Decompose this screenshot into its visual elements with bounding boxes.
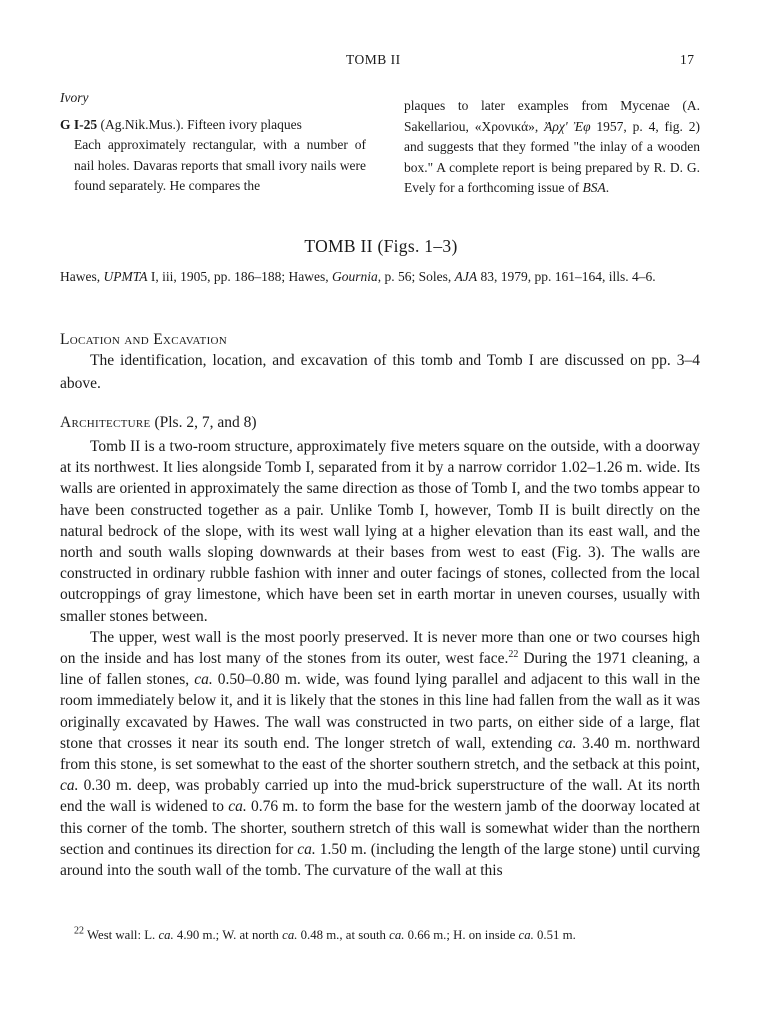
ivory-left-column bbox=[60, 88, 366, 197]
text: The upper, west wall is the most poorly preserved. It is never more than one or two courses high on the inside and has lost many of the stones from its outer, west face. bbox=[60, 628, 700, 668]
circa: ca. bbox=[60, 777, 79, 795]
ref-text: 83, 1979, pp. 161–164, ills. 4–6. bbox=[477, 269, 656, 284]
circa: ca. bbox=[297, 840, 316, 858]
circa: ca. bbox=[282, 928, 298, 942]
footnote-text: 4.90 m.; W. at north bbox=[173, 928, 283, 942]
footnote-text: 0.48 m., at south bbox=[297, 928, 390, 942]
journal-name: Ἀρχ' Ἐφ bbox=[544, 118, 591, 134]
text: 0.30 m. deep, was probably carried up into the mud-brick superstructure of the wall. At its north end the wall is widened to bbox=[60, 777, 700, 816]
ref-title: AJA bbox=[454, 269, 478, 284]
circa: ca. bbox=[194, 671, 213, 689]
entry-location: (Ag.Nik.Mus.). Fifteen ivory plaques bbox=[100, 116, 302, 132]
ref-title: UPMTA bbox=[103, 269, 148, 284]
footnote-text: 0.51 m. bbox=[533, 928, 576, 942]
circa: ca. bbox=[158, 928, 174, 942]
footnote-number: 22 bbox=[74, 925, 84, 937]
entry-text: 1957, p. 4, fig. 2) and suggests that they formed "the inlay of a wooden box." A complete report is being prepared by R. D. G. Evely for a forthcoming issue of bbox=[404, 118, 700, 195]
text: 1.50 m. (including the length of the large stone) until curving around into the south wall of the tomb. The curvature of the wall at this bbox=[60, 840, 700, 880]
circa: ca. bbox=[228, 798, 247, 816]
running-title: TOMB II bbox=[346, 52, 401, 67]
circa: ca. bbox=[518, 928, 534, 942]
circa: ca. bbox=[557, 734, 577, 752]
footnote bbox=[60, 925, 714, 943]
entry-description: Each approximately rectangular, with a number of nail holes. Davaras reports that small ivory nails were found separately. He compares the bbox=[74, 137, 366, 193]
journal-name: BSA bbox=[582, 180, 606, 195]
bibliography-refs bbox=[60, 266, 700, 287]
location-paragraph bbox=[60, 350, 700, 395]
circa: ca. bbox=[389, 928, 405, 942]
paragraph bbox=[60, 627, 700, 881]
location-heading: Location and Excavation bbox=[60, 331, 228, 348]
text: During the 1971 cleaning, a line of fallen stones, bbox=[60, 650, 700, 689]
catalog-entry bbox=[60, 115, 366, 136]
text: 0.76 m. to form the base for the western jamb of the doorway located at this corner of the tomb. The shorter, southern stretch of this wall is somewhat wider than the northern section and continues its direction for bbox=[60, 798, 700, 858]
footnote-ref[interactable]: 22 bbox=[508, 648, 519, 660]
ref-text: , p. 56; Soles, bbox=[377, 269, 455, 284]
footnote-text: West wall: L. bbox=[84, 928, 159, 942]
location-text: The identification, location, and excavation of this tomb and Tomb I are discussed on pp. 3–4 above. bbox=[60, 352, 700, 392]
entry-id: G I-25 bbox=[60, 116, 98, 132]
section-title: TOMB II (Figs. 1–3) bbox=[304, 236, 458, 256]
page-number: 17 bbox=[680, 52, 695, 67]
ref-text: I, iii, 1905, pp. 186–188; Hawes, bbox=[147, 269, 332, 284]
entry-text: plaques to later examples from Mycenae (A. Sakellariou, «Χρονικά», bbox=[404, 98, 700, 134]
footnote-text: 0.66 m.; H. on inside bbox=[404, 928, 519, 942]
ref-text: Hawes, bbox=[60, 269, 104, 284]
entry-text: . bbox=[605, 180, 610, 195]
architecture-heading bbox=[60, 414, 700, 432]
architecture-heading-label: Architecture bbox=[60, 414, 151, 431]
architecture-plates: (Pls. 2, 7, and 8) bbox=[150, 414, 257, 431]
ref-title: Gournia bbox=[332, 269, 378, 284]
paragraph: Tomb II is a two-room structure, approximately five meters square on the outside, with a doorway at its northwest. It lies alongside Tomb I, separated from it by a narrow corridor 1.02–1.26 m. wide. Its walls are oriented in approximately the same direction as those of Tomb I, and the two tombs appear to have been constructed together as a pair. Unlike Tomb I, however, Tomb II is built directly on the natural bedrock of the slope, with its west wall lying at a higher elevation than its east wall, and the north and south walls sloping downwards at their bases from west to east (Fig. 3). The walls are constructed in ordinary rubble fashion with inner and outer facings of stones, collected from the local outcroppings of gray limestone, which have been set in earth mortar in uneven courses, usually with smaller stones between. bbox=[60, 438, 700, 625]
text: 3.40 m. northward from this stone, is set somewhat to the east of the shorter southern stretch, and the setback at this point, bbox=[60, 734, 701, 774]
architecture-body bbox=[60, 436, 700, 881]
ivory-right-column bbox=[404, 96, 700, 199]
text: 0.50–0.80 m. wide, was found lying parallel and adjacent to this wall in the room immediately below it, and it is likely that the stones in this line had fallen from the wall as it was originally excavated by Hawes. The wall was constructed in two parts, on either side of a large, flat stone that crosses it near its south end. The longer stretch of wall, extending bbox=[60, 671, 700, 752]
ivory-heading: Ivory bbox=[60, 90, 89, 105]
